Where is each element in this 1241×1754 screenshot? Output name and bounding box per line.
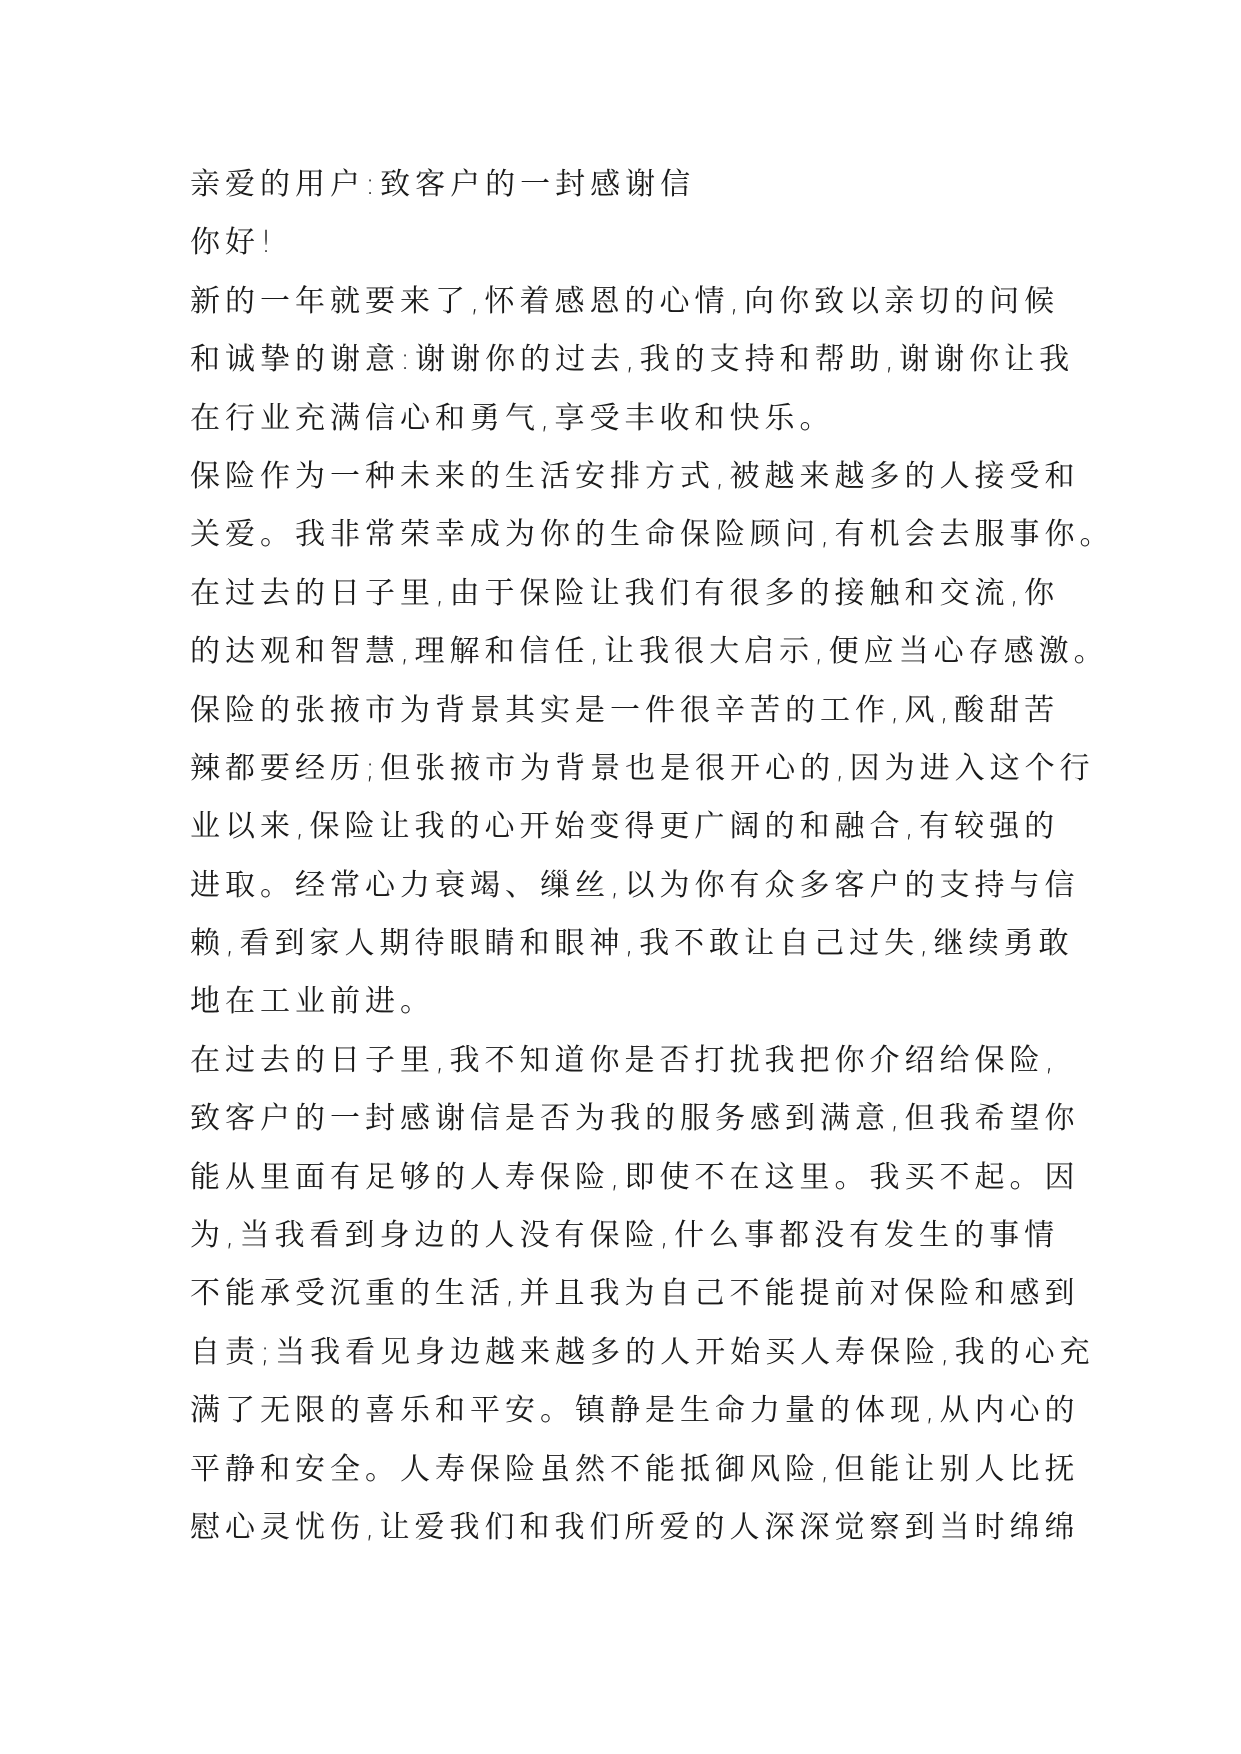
text-line: 关爱。我非常荣幸成为你的生命保险顾问,有机会去服事你。 [190, 517, 1115, 553]
text-line: 致客户的一封感谢信是否为我的服务感到满意,但我希望你 [190, 1101, 1080, 1137]
letter-body [190, 156, 1115, 1557]
text-line: 在过去的日子里,我不知道你是否打扰我把你介绍给保险, [190, 1042, 1060, 1078]
text-line: 辣都要经历;但张掖市为背景也是很开心的,因为进入这个行 [190, 750, 1095, 786]
text-line: 进取。经常心力衰竭、缫丝,以为你有众多客户的支持与信 [190, 867, 1080, 903]
text-line: 保险的张掖市为背景其实是一件很辛苦的工作,风,酸甜苦 [190, 692, 1060, 728]
text-line: 不能承受沉重的生活,并且我为自己不能提前对保险和感到 [190, 1276, 1080, 1312]
text-line: 业以来,保险让我的心开始变得更广阔的和融合,有较强的 [190, 809, 1060, 845]
text-line: 的达观和智慧,理解和信任,让我很大启示,便应当心存感激。 [190, 634, 1109, 670]
text-line: 在过去的日子里,由于保险让我们有很多的接触和交流,你 [190, 575, 1060, 611]
text-line: 新的一年就要来了,怀着感恩的心情,向你致以亲切的问候 [190, 283, 1060, 319]
text-line: 能从里面有足够的人寿保险,即使不在这里。我买不起。因 [190, 1159, 1080, 1195]
letter-title: 亲爱的用户:致客户的一封感谢信 [190, 167, 696, 202]
text-line: 满了无限的喜乐和平安。镇静是生命力量的体现,从内心的 [190, 1393, 1080, 1429]
text-line: 和诚挚的谢意:谢谢你的过去,我的支持和帮助,谢谢你让我 [190, 342, 1075, 378]
text-line: 为,当我看到身边的人没有保险,什么事都没有发生的事情 [190, 1218, 1060, 1254]
text-line: 保险作为一种未来的生活安排方式,被越来越多的人接受和 [190, 458, 1080, 494]
text-line: 赖,看到家人期待眼睛和眼神,我不敢让自己过失,继续勇敢 [190, 926, 1074, 962]
text-line: 自责;当我看见身边越来越多的人开始买人寿保险,我的心充 [190, 1334, 1095, 1370]
greeting: 你好! [190, 225, 278, 261]
text-line: 慰心灵忧伤,让爱我们和我们所爱的人深深觉察到当时绵绵 [190, 1509, 1080, 1545]
text-line: 在行业充满信心和勇气,享受丰收和快乐。 [190, 400, 835, 436]
text-line: 平静和安全。人寿保险虽然不能抵御风险,但能让别人比抚 [190, 1451, 1080, 1487]
text-line: 地在工业前进。 [190, 984, 435, 1020]
